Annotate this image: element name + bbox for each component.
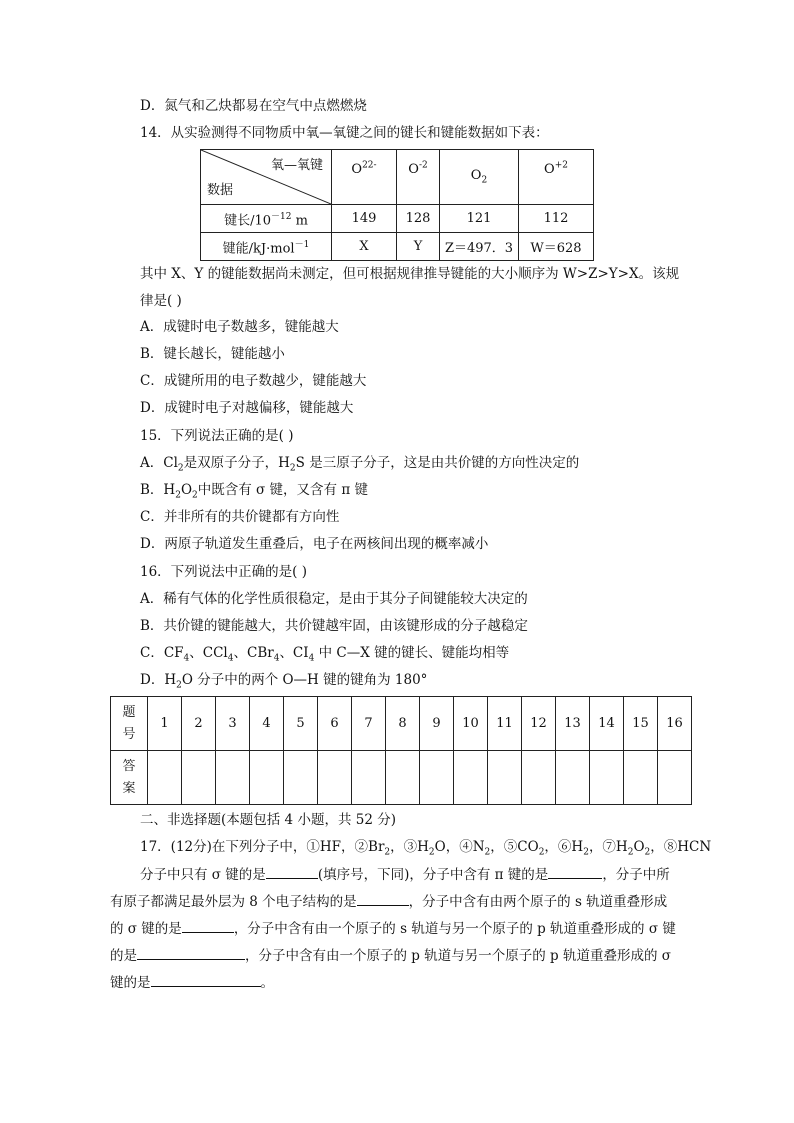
grid-number: 16 (658, 697, 692, 751)
q14-option-a: A．成键时电子数越多，键能越大 (140, 319, 339, 335)
q14-text-line1: 其中 X、Y 的键能数据尚未测定，但可根据规律推导键能的大小顺序为 W>Z>Y>X。该规 (140, 266, 680, 282)
answer-cell[interactable] (182, 751, 216, 805)
grid-number: 2 (182, 697, 216, 751)
answer-grid-answer-row (111, 751, 692, 805)
table-header-diagonal-cell (201, 150, 332, 205)
answer-cell[interactable] (216, 751, 250, 805)
grid-number: 3 (216, 697, 250, 751)
answer-cell[interactable] (386, 751, 420, 805)
bond-length-value: 112 (519, 205, 594, 233)
bond-energy-value: W＝628 (519, 233, 594, 261)
q14-text-line2: 律是( ) (140, 293, 182, 309)
grid-number: 13 (556, 697, 590, 751)
grid-number: 7 (352, 697, 386, 751)
grid-number: 1 (148, 697, 182, 751)
answer-grid (110, 696, 692, 805)
q15-option-a: A．$Cl_2$是双原子分子，$H_2S$ 是三原子分子，这是由共价键的方向性决定的 (140, 455, 580, 474)
answer-cell[interactable] (148, 751, 182, 805)
q17-stem: 17．(12分)在下列分子中，①HF，$②Br_2$，$③H_2O$，$④N_2$，$⑤CO_2$，$⑥H_2$，$⑦H_2O_2$，⑧HCN (140, 839, 712, 858)
bond-length-value: 128 (397, 205, 440, 233)
grid-number: 15 (624, 697, 658, 751)
answer-cell[interactable] (454, 751, 488, 805)
bond-data-table (200, 149, 594, 261)
q17-line1: 分子中只有 σ 键的是 (填序号，下同)，分子中含有 π 键的是 ，分子中所 (140, 864, 670, 884)
bond-energy-value: Y (397, 233, 440, 261)
q14-stem: 14．从实验测得不同物质中氧—氧键之间的键长和键能数据如下表： (140, 125, 549, 141)
species-o2-plus: $O^{+2}$ (519, 150, 594, 205)
grid-number: 12 (522, 697, 556, 751)
grid-label-question-number: 题 号 (111, 697, 148, 751)
grid-number: 6 (318, 697, 352, 751)
q17-line5: 键的是 。 (110, 972, 274, 992)
answer-cell[interactable] (250, 751, 284, 805)
q16-option-a: A．稀有气体的化学性质很稳定，是由于其分子间键能较大决定的 (140, 591, 528, 607)
answer-cell[interactable] (522, 751, 556, 805)
bond-length-value: 149 (332, 205, 397, 233)
row-bond-length-label: 键长$/10^{-12}$ m (201, 205, 332, 233)
bond-length-value: 121 (440, 205, 519, 233)
answer-grid-number-row (111, 697, 692, 751)
q15-stem: 15．下列说法正确的是( ) (140, 428, 294, 444)
q13-option-d: D．氮气和乙炔都易在空气中点燃燃烧 (140, 98, 367, 114)
answer-cell[interactable] (488, 751, 522, 805)
q16-option-d: D．$H_2O$ 分子中的两个 O—H 键的键角为 180° (140, 672, 428, 691)
bond-energy-value: Z＝497．3 (440, 233, 519, 261)
species-o2: $O_2$ (440, 150, 519, 205)
answer-blank[interactable] (182, 918, 234, 933)
q14-option-c: C．成键所用的电子数越少，键能越大 (140, 373, 367, 389)
q17-line2: 有原子都满足最外层为 8 个电子结构的是 ，分子中含有由两个原子的 s 轨道重叠形成 (110, 891, 667, 911)
q15-option-c: C．并非所有的共价键都有方向性 (140, 509, 340, 525)
answer-blank[interactable] (151, 972, 261, 987)
species-o2-minus: $O^{-2}$ (397, 150, 440, 205)
answer-cell[interactable] (624, 751, 658, 805)
answer-cell[interactable] (556, 751, 590, 805)
answer-blank[interactable] (357, 891, 409, 906)
q15-option-b: B．$H_2O_2$中既含有 σ 键，又含有 π 键 (140, 482, 369, 501)
q16-option-b: B．共价键的键能越大，共价键越牢固，由该键形成的分子越稳定 (140, 618, 528, 634)
answer-cell[interactable] (590, 751, 624, 805)
grid-number: 10 (454, 697, 488, 751)
q16-option-c: C．$CF_4$、CCl$_4$、CBr$_4$、$CI_4$ 中 C—X 键的键长、键能均相等 (140, 645, 510, 664)
q17-line4: 的是 ，分子中含有由一个原子的 p 轨道与另一个原子的 p 轨道重叠形成的 σ (110, 945, 671, 965)
q16-stem: 16．下列说法中正确的是( ) (140, 564, 308, 580)
species-o2-2minus: $O^{22-}$ (332, 150, 397, 205)
header-data-label: 数据 (207, 183, 234, 198)
grid-number: 14 (590, 697, 624, 751)
grid-number: 4 (250, 697, 284, 751)
grid-number: 8 (386, 697, 420, 751)
section2-title: 二、非选择题(本题包括 4 小题，共 52 分) (140, 812, 396, 828)
bond-energy-value: X (332, 233, 397, 261)
answer-blank[interactable] (266, 864, 318, 879)
answer-cell[interactable] (352, 751, 386, 805)
answer-cell[interactable] (284, 751, 318, 805)
answer-blank[interactable] (548, 864, 602, 879)
answer-cell[interactable] (318, 751, 352, 805)
grid-label-answer: 答 案 (111, 751, 148, 805)
q14-option-d: D．成键时电子对越偏移，键能越大 (140, 400, 354, 416)
q15-option-d: D．两原子轨道发生重叠后，电子在两核间出现的概率减小 (140, 536, 489, 552)
grid-number: 9 (420, 697, 454, 751)
header-bond-label: 氧—氧键 (270, 158, 323, 173)
grid-number: 11 (488, 697, 522, 751)
answer-blank[interactable] (137, 945, 245, 960)
grid-number: 5 (284, 697, 318, 751)
answer-cell[interactable] (420, 751, 454, 805)
answer-cell[interactable] (658, 751, 692, 805)
row-bond-energy-label: 键能/kJ·mol$^{-1}$ (201, 233, 332, 261)
q17-line3: 的 σ 键的是 ，分子中含有由一个原子的 s 轨道与另一个原子的 p 轨道重叠形成的 σ 键 (110, 918, 676, 938)
q14-option-b: B．键长越长，键能越小 (140, 346, 285, 362)
